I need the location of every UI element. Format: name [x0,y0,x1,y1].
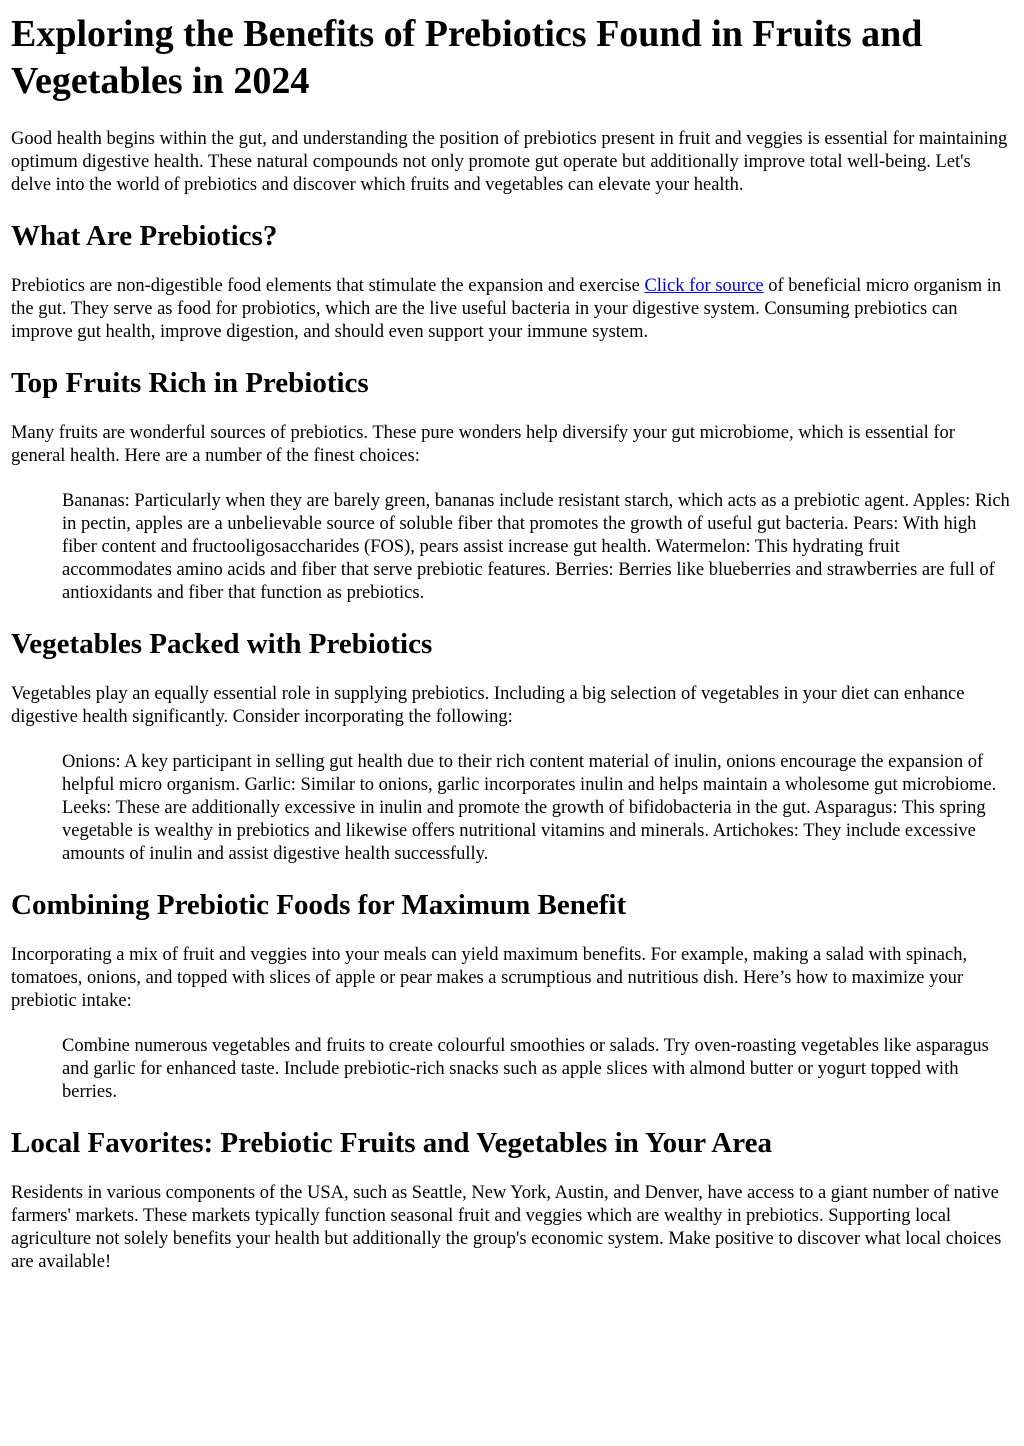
vegetables-paragraph: Vegetables play an equally essential role in supplying prebiotics. Including a big selection of vegetables in your diet can enhance digestive health significantly. Consider incorporating the following: [11,684,965,727]
paragraph-text-before-link: Prebiotics are non-digestible food elements that stimulate the expansion and exercise [11,276,645,296]
what-are-prebiotics-paragraph [11,275,1013,344]
combining-foods-quote: Combine numerous vegetables and fruits to create colourful smoothies or salads. Try oven-roasting vegetables like asparagus and garlic for enhanced taste. Include prebiotic-rich snacks such as apple slices with almond butter or yogurt topped with berries. [62,1036,989,1102]
paragraph-text-after-link: of beneficial micro organism in the gut. They serve as food for probiotics, which are the live useful bacteria in your digestive system. Consuming prebiotics can improve gut health, improve digestion, and should even support your immune system. [11,276,1002,342]
section-heading-combining-foods: Combining Prebiotic Foods for Maximum Benefit [11,889,627,921]
section-heading-local-favorites: Local Favorites: Prebiotic Fruits and Vegetables in Your Area [11,1127,772,1159]
section-heading-vegetables: Vegetables Packed with Prebiotics [11,628,433,660]
combining-foods-paragraph: Incorporating a mix of fruit and veggies into your meals can yield maximum benefits. For example, making a salad with spinach, tomatoes, onions, and topped with slices of apple or pear makes a scrumptious and nutritious dish. Here’s how to maximize your prebiotic intake: [11,945,968,1011]
local-favorites-paragraph: Residents in various components of the USA, such as Seattle, New York, Austin, and Denver, have access to a giant number of native farmers' markets. These markets typically function seasonal fruit and veggies which are wealthy in prebiotics. Supporting local agriculture not solely benefits your health but additionally the group's economic system. Make positive to discover what local choices are available! [11,1183,1002,1272]
vegetables-quote: Onions: A key participant in selling gut health due to their rich content material of inulin, onions encourage the expansion of helpful micro organism. Garlic: Similar to onions, garlic incorporates inulin and helps maintain a wholesome gut microbiome. Leeks: These are additionally excessive in inulin and promote the growth of bifidobacteria in the gut. Asparagus: This spring vegetable is wealthy in prebiotics and likewise offers nutritional vitamins and minerals. Artichokes: They include excessive amounts of inulin and assist digestive health successfully. [62,752,997,864]
article-title: Exploring the Benefits of Prebiotics Found in Fruits and Vegetables in 2024 [11,13,923,102]
top-fruits-paragraph: Many fruits are wonderful sources of prebiotics. These pure wonders help diversify your gut microbiome, which is essential for general health. Here are a number of the finest choices: [11,423,955,466]
intro-paragraph: Good health begins within the gut, and understanding the position of prebiotics present in fruit and veggies is essential for maintaining optimum digestive health. These natural compounds not only promote gut operate but additionally improve total well-being. Let's delve into the world of prebiotics and discover which fruits and vegetables can elevate your health. [11,129,1008,195]
click-for-source-link[interactable]: Click for source [644,276,764,296]
section-heading-top-fruits: Top Fruits Rich in Prebiotics [11,367,369,399]
section-heading-what-are-prebiotics: What Are Prebiotics? [11,220,278,252]
top-fruits-quote: Bananas: Particularly when they are barely green, bananas include resistant starch, which acts as a prebiotic agent. Apples: Rich in pectin, apples are a unbelievable source of soluble fiber that promotes the growth of useful gut bacteria. Pears: With high fiber content and fructooligosaccharides (FOS), pears assist increase gut health. Watermelon: This hydrating fruit accommodates amino acids and fiber that serve prebiotic features. Berries: Berries like blueberries and strawberries are full of antioxidants and fiber that function as prebiotics. [62,491,1010,603]
